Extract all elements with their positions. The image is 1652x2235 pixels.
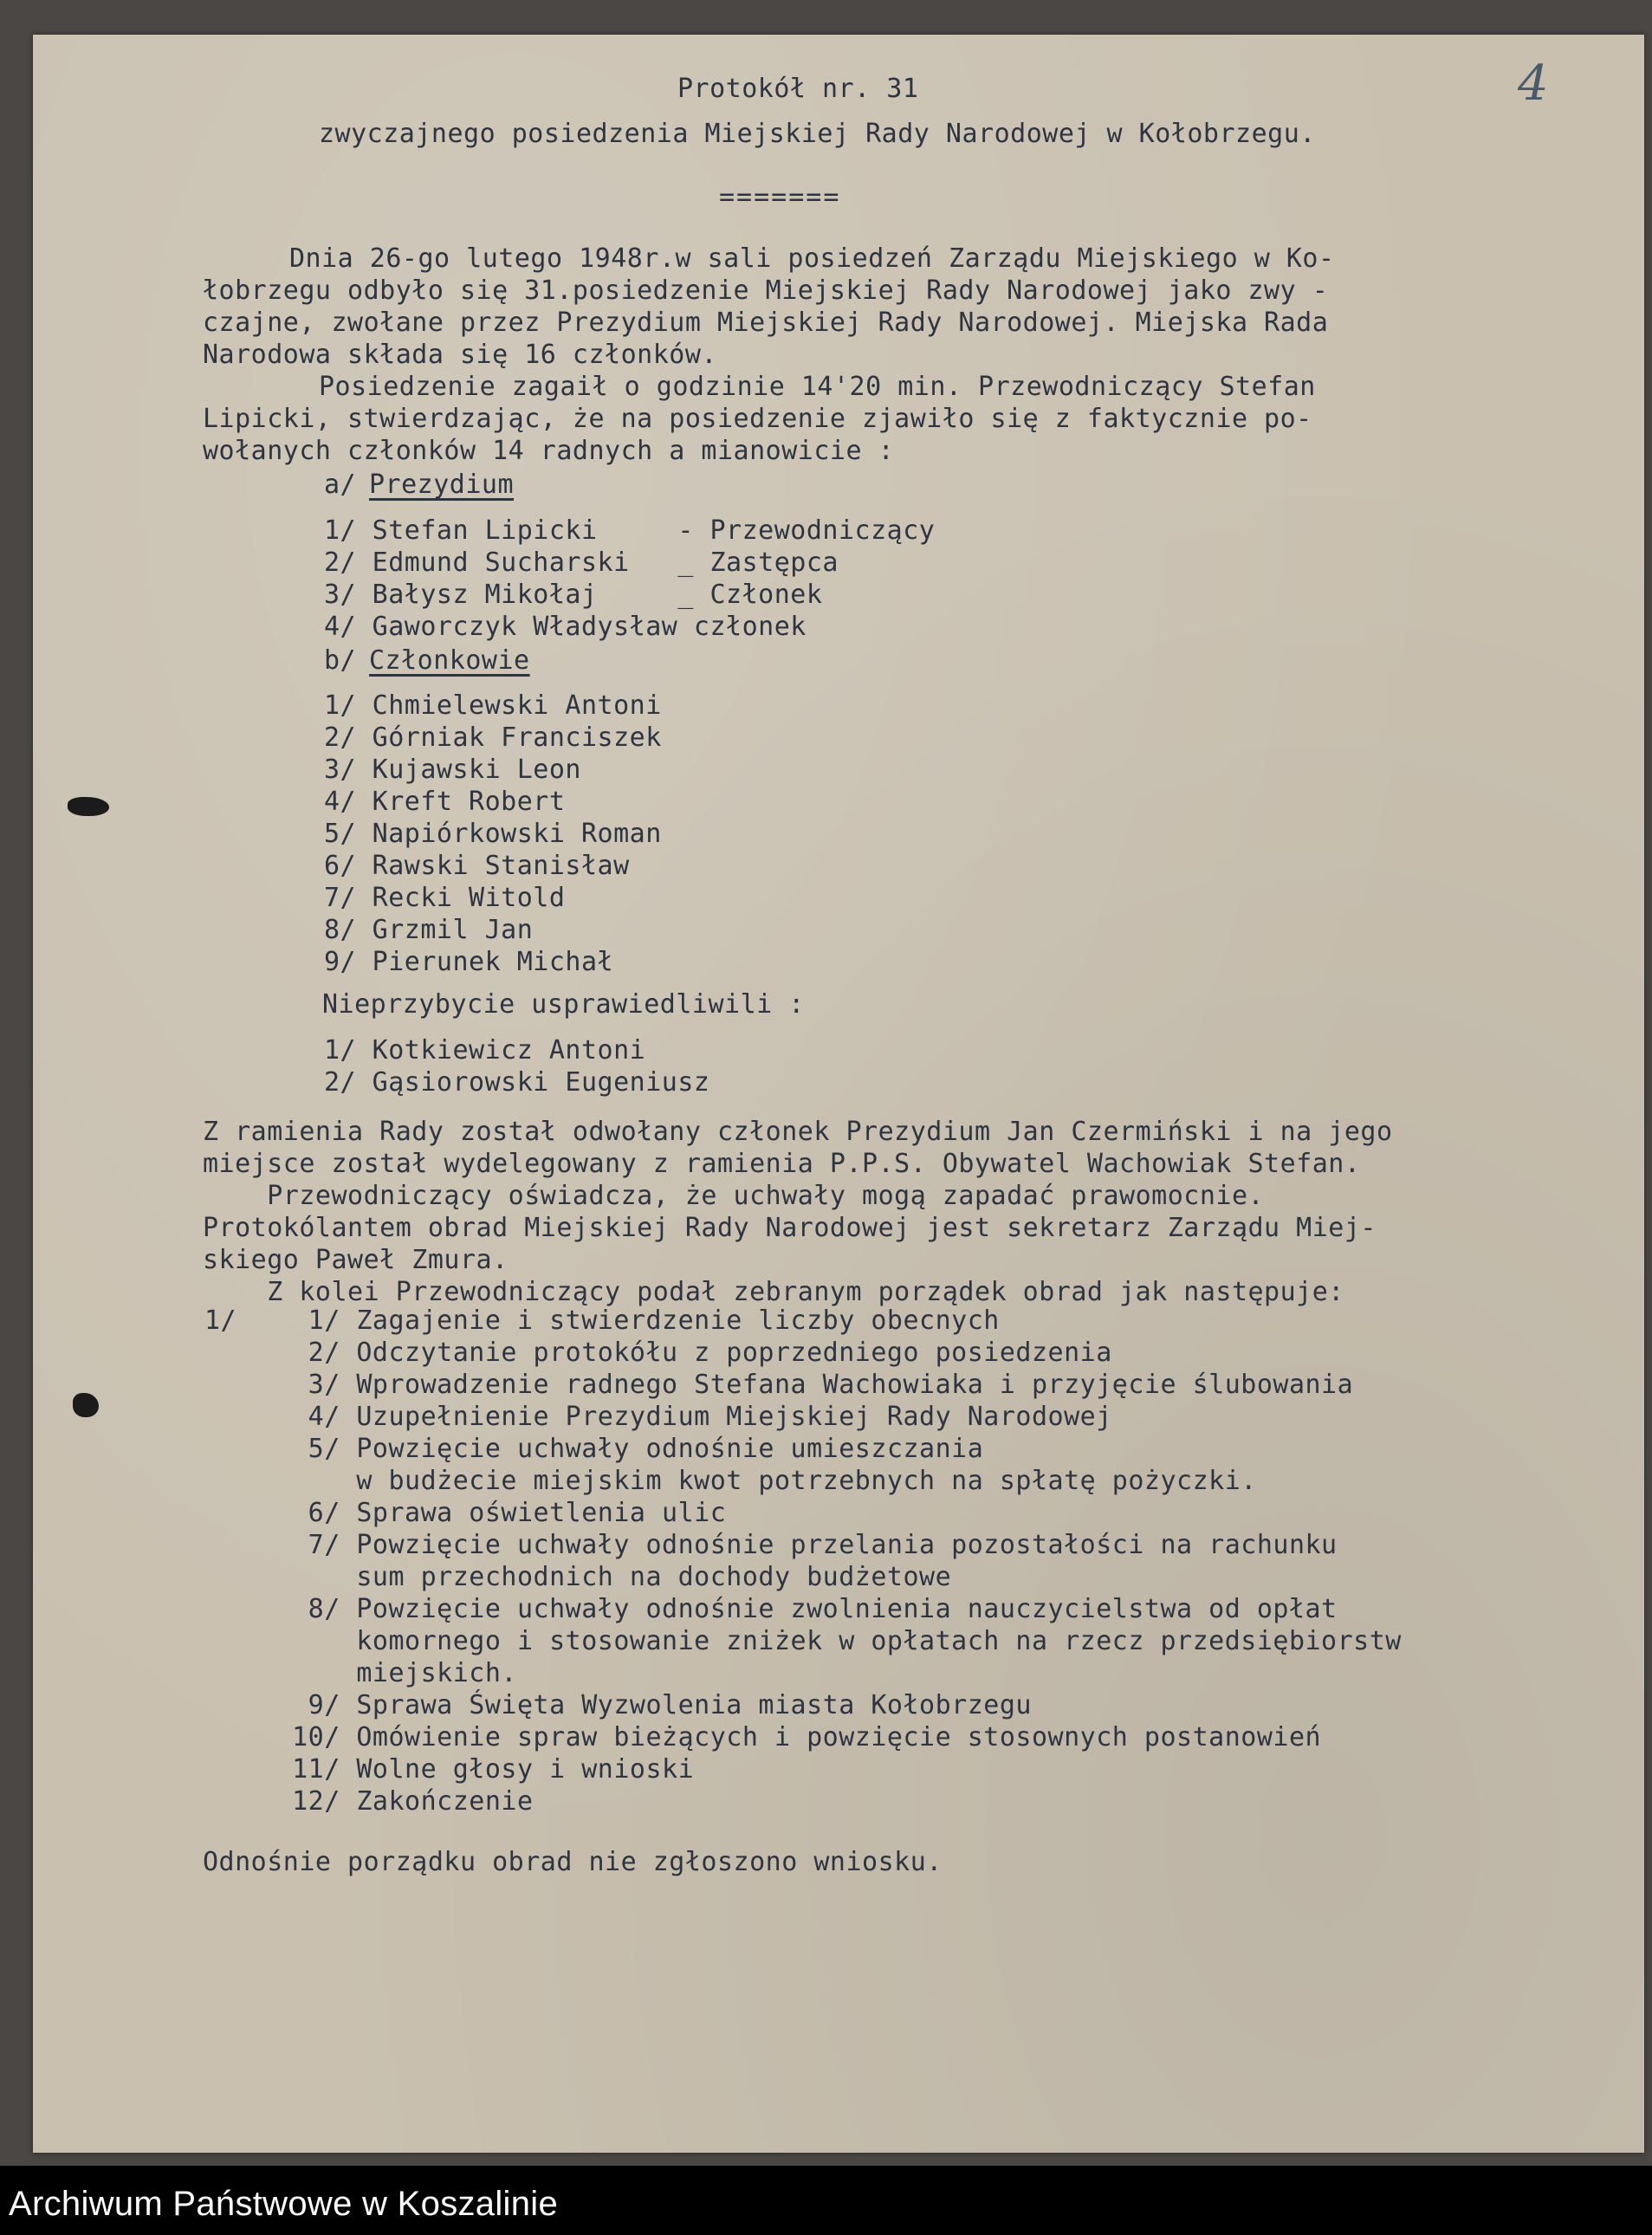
agenda-item: 8/ Powzięcie uchwały odnośnie zwolnienia nauczycielstwa od opłat — [260, 1594, 1338, 1624]
intro-line: łobrzegu odbyło się 31.posiedzenie Miejskiej Rady Narodowej jako zwy - — [203, 275, 1329, 306]
ink-blot — [68, 797, 109, 816]
council-member: 2/ Górniak Franciszek — [324, 722, 662, 753]
members-heading: Członkowie — [369, 645, 530, 676]
agenda-margin-number: 1/ — [204, 1305, 237, 1336]
agenda-item: 6/ Sprawa oświetlenia ulic — [260, 1498, 727, 1528]
members-prefix: b/ — [324, 645, 357, 676]
intro-line: Posiedzenie zagaił o godzinie 14'20 min. Przewodniczący Stefan — [319, 372, 1316, 402]
agenda-item: komornego i stosowanie zniżek w opłatach na rzecz przedsiębiorstw — [260, 1626, 1402, 1656]
middle-line: Protokólantem obrad Miejskiej Rady Narodowej jest sekretarz Zarządu Miej- — [203, 1213, 1377, 1243]
document-title: Protokół nr. 31 — [677, 74, 919, 104]
intro-line: Dnia 26-go lutego 1948r.w sali posiedzeń Zarządu Miejskiego w Ko- — [289, 243, 1335, 274]
presidium-member: 4/ Gaworczyk Władysław członek — [324, 612, 807, 642]
title-separator: ======= — [719, 182, 841, 212]
agenda-item: 11/ Wolne głosy i wnioski — [260, 1754, 695, 1785]
council-member: 9/ Pierunek Michał — [324, 947, 614, 977]
middle-line: skiego Paweł Zmura. — [203, 1245, 509, 1275]
agenda-item: 3/ Wprowadzenie radnego Stefana Wachowiaka i przyjęcie ślubowania — [260, 1370, 1354, 1400]
presidium-member: 3/ Bałysz Mikołaj _ Członek — [324, 580, 823, 610]
council-member: 6/ Rawski Stanisław — [324, 851, 630, 881]
agenda-item: 2/ Odczytanie protokółu z poprzedniego posiedzenia — [260, 1338, 1112, 1368]
presidium-member: 2/ Edmund Sucharski _ Zastępca — [324, 547, 839, 578]
archive-name: Archiwum Państwowe w Koszalinie — [9, 2185, 558, 2223]
middle-line: Z kolei Przewodniczący podał zebranym porządek obrad jak następuje: — [203, 1277, 1344, 1307]
agenda-item: 7/ Powzięcie uchwały odnośnie przelania pozostałości na rachunku — [260, 1530, 1338, 1560]
document-subtitle: zwyczajnego posiedzenia Miejskiej Rady Narodowej w Kołobrzegu. — [319, 119, 1316, 149]
closing-statement: Odnośnie porządku obrad nie zgłoszono wniosku. — [203, 1847, 943, 1877]
intro-line: Lipicki, stwierdzając, że na posiedzenie zjawiło się z faktycznie po- — [203, 404, 1312, 434]
council-member: 7/ Recki Witold — [324, 883, 566, 913]
presidium-member: 1/ Stefan Lipicki - Przewodniczący — [324, 515, 936, 546]
agenda-item: 4/ Uzupełnienie Prezydium Miejskiej Rady Narodowej — [260, 1402, 1112, 1432]
agenda-item: sum przechodnich na dochody budżetowe — [260, 1562, 952, 1592]
excused-heading: Nieprzybycie usprawiedliwili : — [322, 989, 805, 1020]
excused-member: 2/ Gąsiorowski Eugeniusz — [324, 1067, 710, 1098]
agenda-item: 1/ Zagajenie i stwierdzenie liczby obecnych — [260, 1305, 1000, 1336]
council-member: 4/ Kreft Robert — [324, 787, 566, 817]
middle-line: Z ramienia Rady został odwołany członek Prezydium Jan Czermiński i na jego — [203, 1117, 1393, 1147]
intro-line: wołanych członków 14 radnych a mianowicie : — [203, 436, 895, 466]
intro-line: Narodowa składa się 16 członków. — [203, 340, 717, 370]
agenda-item: 5/ Powzięcie uchwały odnośnie umieszczania — [260, 1434, 984, 1464]
agenda-item: 9/ Sprawa Święta Wyzwolenia miasta Kołobrzegu — [260, 1690, 1032, 1720]
agenda-item: w budżecie miejskim kwot potrzebnych na spłatę pożyczki. — [260, 1466, 1257, 1496]
agenda-item: 12/ Zakończenie — [260, 1786, 534, 1817]
council-member: 5/ Napiórkowski Roman — [324, 819, 662, 849]
council-member: 8/ Grzmil Jan — [324, 915, 534, 945]
middle-line: miejsce został wydelegowany z ramienia P.P.S. Obywatel Wachowiak Stefan. — [203, 1149, 1361, 1179]
presidium-prefix: a/ — [324, 470, 357, 500]
intro-line: czajne, zwołane przez Prezydium Miejskiej Rady Narodowej. Miejska Rada — [203, 308, 1329, 338]
presidium-heading: Prezydium — [369, 470, 515, 500]
middle-line: Przewodniczący oświadcza, że uchwały mogą zapadać prawomocnie. — [203, 1181, 1265, 1211]
agenda-item: miejskich. — [260, 1658, 517, 1688]
page-number-handwritten: 4 — [1518, 55, 1549, 112]
council-member: 3/ Kujawski Leon — [324, 755, 581, 785]
agenda-item: 10/ Omówienie spraw bieżących i powzięcie stosownych postanowień — [260, 1722, 1322, 1752]
council-member: 1/ Chmielewski Antoni — [324, 690, 662, 721]
excused-member: 1/ Kotkiewicz Antoni — [324, 1035, 646, 1066]
ink-blot — [73, 1393, 99, 1417]
archive-footer — [0, 2166, 1652, 2235]
